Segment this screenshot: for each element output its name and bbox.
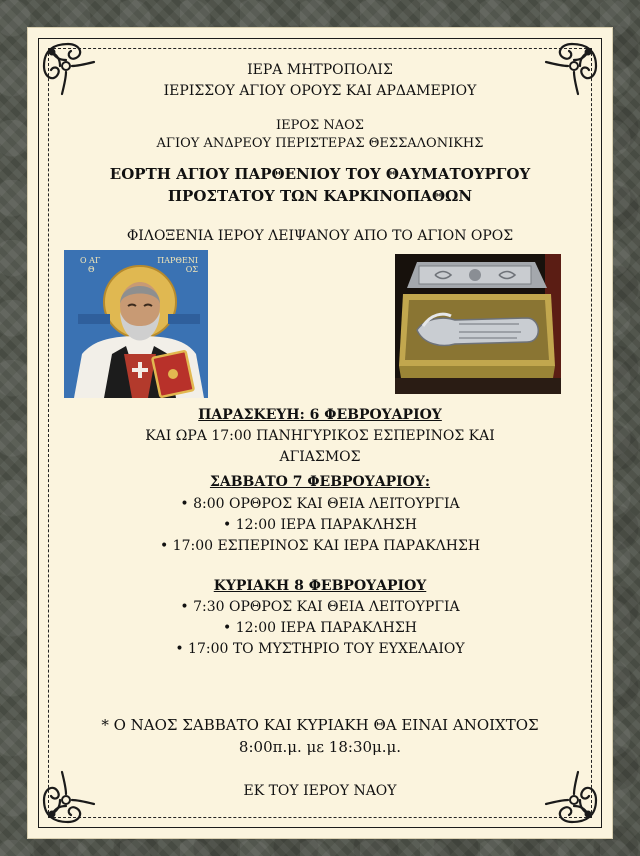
friday-line: ΚΑΙ ΩΡΑ 17:00 ΠΑΝΗΓΥΡΙΚΟΣ ΕΣΠΕΡΙΝΟΣ ΚΑΙ: [145, 428, 495, 444]
signature: ΕΚ ΤΟΥ ΙΕΡΟΥ ΝΑΟΥ: [243, 783, 397, 799]
sunday-heading: ΚΥΡΙΑΚΗ 8 ΦΕΒΡΟΥΑΡΙΟΥ: [213, 578, 427, 594]
saturday-heading: ΣΑΒΒΑΤΟ 7 ΦΕΒΡΟΥΑΡΙΟΥ:: [209, 474, 431, 490]
poster-content: [28, 28, 612, 838]
header-church-name: ΑΓΙΟΥ ΑΝΔΡΕΟΥ ΠΕΡΙΣΤΕΡΑΣ ΘΕΣΣΑΛΟΝΙΚΗΣ: [156, 136, 484, 151]
header-metropolis: ΙΕΡΑ ΜΗΤΡΟΠΟΛΙΣ: [247, 62, 393, 78]
sunday-item: • 12:00 ΙΕΡΑ ΠΑΡΑΚΛΗΣΗ: [223, 620, 417, 636]
feast-title-line2: ΠΡΟΣΤΑΤΟΥ ΤΩΝ ΚΑΡΚΙΝΟΠΑΘΩΝ: [167, 187, 473, 205]
saturday-item: • 8:00 ΟΡΘΡΟΣ ΚΑΙ ΘΕΙΑ ΛΕΙΤΟΥΡΓΙΑ: [180, 496, 460, 512]
poster-card: [28, 28, 612, 838]
header-metropolis-name: ΙΕΡΙΣΣΟΥ ΑΓΙΟΥ ΟΡΟΥΣ ΚΑΙ ΑΡΔΑΜΕΡΙΟΥ: [163, 83, 477, 99]
icon-caption-right-sub: ΟΣ: [185, 265, 198, 274]
feast-title: ΕΟΡΤΗ ΑΓΙΟΥ ΠΑΡΘΕΝΙΟΥ ΤΟΥ ΘΑΥΜΑΤΟΥΡΓΟΥ: [109, 165, 531, 183]
icon-caption-right: ΠΑΡΘΕΝΙ: [157, 256, 198, 265]
saturday-item: • 17:00 ΕΣΠΕΡΙΝΟΣ ΚΑΙ ΙΕΡΑ ΠΑΡΑΚΛΗΣΗ: [159, 538, 481, 554]
icon-caption-left: Ο ΑΓ: [80, 256, 101, 265]
opening-hours-note: * Ο ΝΑΟΣ ΣΑΒΒΑΤΟ ΚΑΙ ΚΥΡΙΑΚΗ ΘΑ ΕΙΝΑΙ ΑΝΟΙΧΤΟΣ: [101, 716, 539, 734]
opening-hours-times: 8:00π.μ. με 18:30μ.μ.: [238, 738, 402, 756]
friday-heading: ΠΑΡΑΣΚΕΥΗ: 6 ΦΕΒΡΟΥΑΡΙΟΥ: [198, 407, 442, 423]
saturday-item: • 12:00 ΙΕΡΑ ΠΑΡΑΚΛΗΣΗ: [223, 517, 417, 533]
relic-subtitle: ΦΙΛΟΞΕΝΙΑ ΙΕΡΟΥ ΛΕΙΨΑΝΟΥ ΑΠΟ ΤΟ ΑΓΙΟΝ ΟΡΟΣ: [126, 228, 514, 244]
icon-caption-left-sub: Θ: [88, 265, 95, 274]
header-church: ΙΕΡΟΣ ΝΑΟΣ: [276, 118, 364, 133]
sunday-item: • 17:00 ΤΟ ΜΥΣΤΗΡΙΟ ΤΟΥ ΕΥΧΕΛΑΙΟΥ: [175, 641, 465, 657]
saint-icon-image: [64, 250, 208, 398]
sunday-item: • 7:30 ΟΡΘΡΟΣ ΚΑΙ ΘΕΙΑ ΛΕΙΤΟΥΡΓΙΑ: [180, 599, 460, 615]
reliquary-image: [395, 254, 561, 394]
friday-line-2: ΑΓΙΑΣΜΟΣ: [279, 449, 361, 465]
